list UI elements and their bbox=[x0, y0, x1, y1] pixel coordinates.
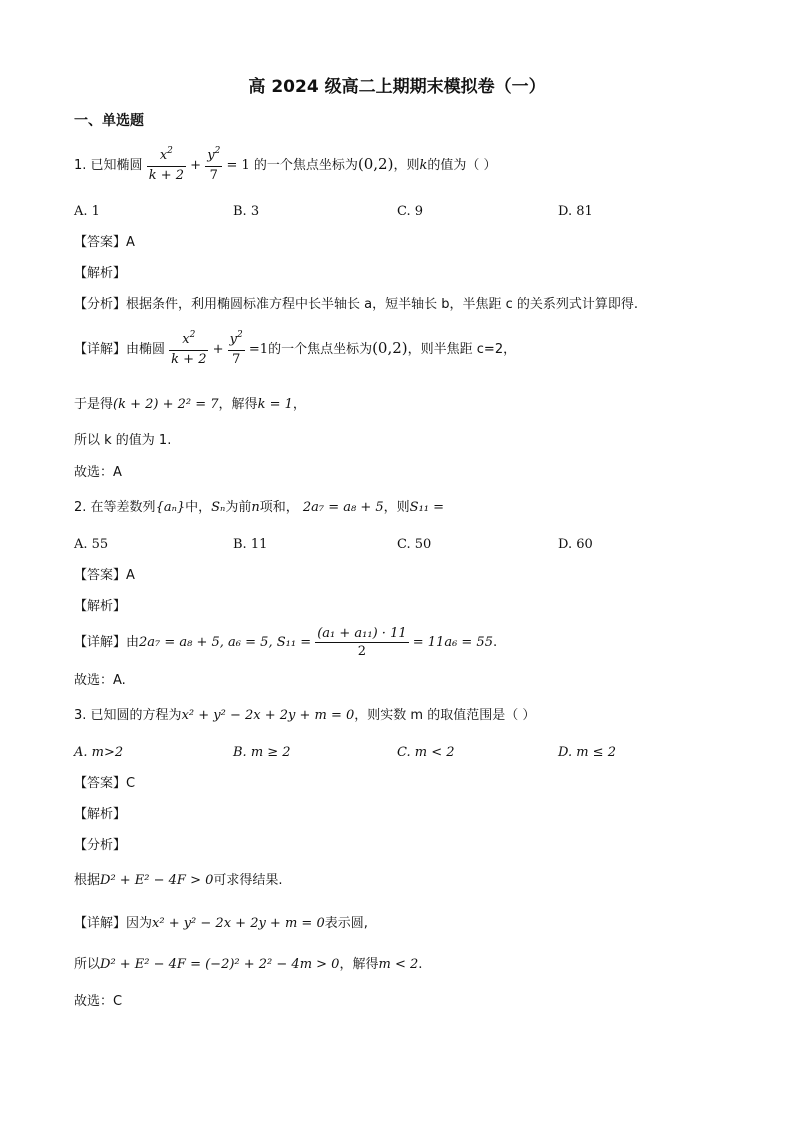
question-3-option-a: A. m>2 bbox=[74, 745, 124, 760]
question-1-option-b: B. 3 bbox=[233, 204, 260, 219]
question-3-detail: 【详解】因为x² + y² − 2x + 2y + m = 0表示圆, bbox=[74, 916, 368, 931]
detail-ellipse-y: $\frac{y^2}{7}$ bbox=[229, 330, 243, 367]
question-1-detail: 【详解】由椭圆 $\frac{x^2}{k + 2}$ + $\frac{y^2}{7}$ =1的一个焦点坐标为(0,2)，则半焦距 c=2， bbox=[74, 330, 517, 367]
question-2-option-c: C. 50 bbox=[397, 537, 432, 552]
question-1-analysis: 【分析】根据条件，利用椭圆标准方程中长半轴长 a，短半轴长 b，半焦距 c 的关系列式计算即得. bbox=[74, 297, 639, 312]
question-1-jiexi: 【解析】 bbox=[74, 266, 127, 281]
question-3-analysis-heading: 【分析】 bbox=[74, 838, 127, 853]
question-3-option-b: B. m ≥ 2 bbox=[233, 745, 291, 760]
question-2-jiexi: 【解析】 bbox=[74, 599, 127, 614]
question-1-option-c: C. 9 bbox=[397, 204, 424, 219]
detail-ellipse-x: $\frac{x^2}{k + 2}$ bbox=[171, 330, 207, 367]
question-1-step-2: 所以 k 的值为 1. bbox=[74, 433, 172, 448]
question-1-option-a: A. 1 bbox=[74, 204, 100, 219]
question-3-answer: 【答案】C bbox=[74, 776, 136, 791]
question-2-option-b: B. 11 bbox=[233, 537, 268, 552]
question-3-step: 所以D² + E² − 4F = (−2)² + 2² − 4m > 0，解得m < 2. bbox=[74, 957, 423, 972]
question-1-step-1: 于是得(k + 2) + 2² = 7，解得k = 1， bbox=[74, 397, 306, 412]
sum-fraction: $\frac{\text{(a₁ + a₁₁) · 11}}{2}$ bbox=[317, 626, 407, 659]
question-2-option-d: D. 60 bbox=[558, 537, 593, 552]
question-2-option-a: A. 55 bbox=[74, 537, 109, 552]
question-2-stem: 2. 在等差数列{aₙ}中，Sₙ为前n项和， 2a₇ = a₈ + 5，则S₁₁ = bbox=[74, 500, 445, 515]
section-heading: 一、单选题 bbox=[74, 113, 144, 129]
question-1-answer: 【答案】A bbox=[74, 235, 135, 250]
question-3-option-c: C. m < 2 bbox=[397, 745, 455, 760]
question-2-detail: 【详解】由2a₇ = a₈ + 5, a₆ = 5, S₁₁ = $\frac{\text{(a₁ + a₁₁) · 11}}{2}$ = 11a₆ = 55. bbox=[74, 626, 498, 659]
page-title: 高 2024 级高二上期期末模拟卷（一） bbox=[248, 77, 546, 97]
question-2-choice: 故选：A. bbox=[74, 673, 126, 688]
question-1-choice: 故选：A bbox=[74, 465, 122, 480]
question-1-number: 1. bbox=[74, 158, 87, 173]
question-3-analysis: 根据D² + E² − 4F > 0可求得结果. bbox=[74, 873, 283, 888]
ellipse-term-x: $\frac{x^2}{k + 2}$ bbox=[148, 146, 185, 183]
question-2-answer: 【答案】A bbox=[74, 568, 135, 583]
question-3-option-d: D. m ≤ 2 bbox=[558, 745, 616, 760]
question-3-jiexi: 【解析】 bbox=[74, 807, 127, 822]
ellipse-term-y: $\frac{y^2}{7}$ bbox=[207, 146, 221, 183]
question-3-stem: 3. 已知圆的方程为x² + y² − 2x + 2y + m = 0，则实数 m 的取值范围是（ ） bbox=[74, 708, 536, 723]
question-3-choice: 故选：C bbox=[74, 994, 123, 1009]
question-1-option-d: D. 81 bbox=[558, 204, 593, 219]
question-1-stem: 1. 已知椭圆 $\frac{x^2}{k + 2}$ + $\frac{y^2}{7}$ = 1 的一个焦点坐标为(0,2)，则k的值为（ ） bbox=[74, 146, 497, 183]
